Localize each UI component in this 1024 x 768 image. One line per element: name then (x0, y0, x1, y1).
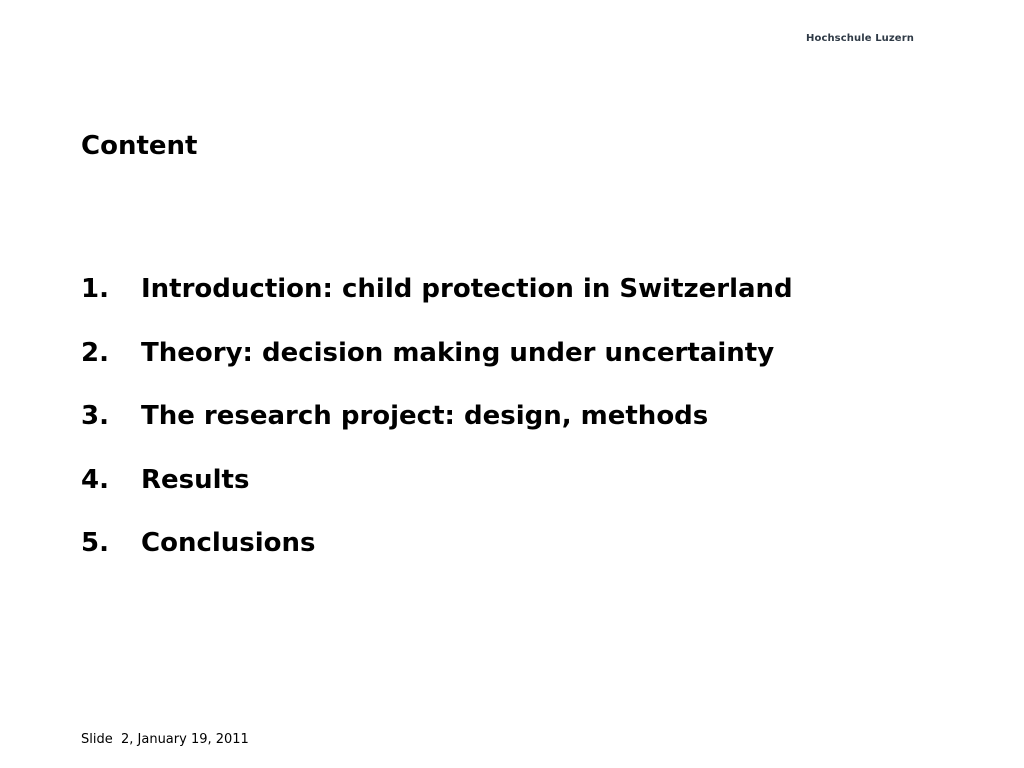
agenda-item-number: 2. (81, 337, 109, 368)
agenda-item-label: Theory: decision making under uncertainty (141, 337, 775, 368)
agenda-item (81, 401, 793, 465)
agenda-item (81, 338, 793, 402)
agenda-item-number: 5. (81, 528, 109, 558)
agenda-item-label: Conclusions (141, 528, 316, 558)
slide-title: Content (81, 131, 198, 161)
slide-footer: Slide 2, January 19, 2011 (81, 732, 249, 747)
agenda-item-number: 4. (81, 464, 109, 495)
agenda-item-number: 1. (81, 274, 109, 304)
brand-logo-text: Hochschule Luzern (806, 33, 914, 44)
agenda-item-label: Introduction: child protection in Switzerland (141, 274, 793, 304)
agenda-item (81, 528, 793, 592)
agenda-list (81, 274, 793, 592)
agenda-item-number: 3. (81, 401, 109, 431)
agenda-item (81, 274, 793, 338)
agenda-item (81, 465, 793, 529)
agenda-item-label: Results (141, 464, 250, 495)
agenda-item-label: The research project: design, methods (141, 401, 709, 431)
